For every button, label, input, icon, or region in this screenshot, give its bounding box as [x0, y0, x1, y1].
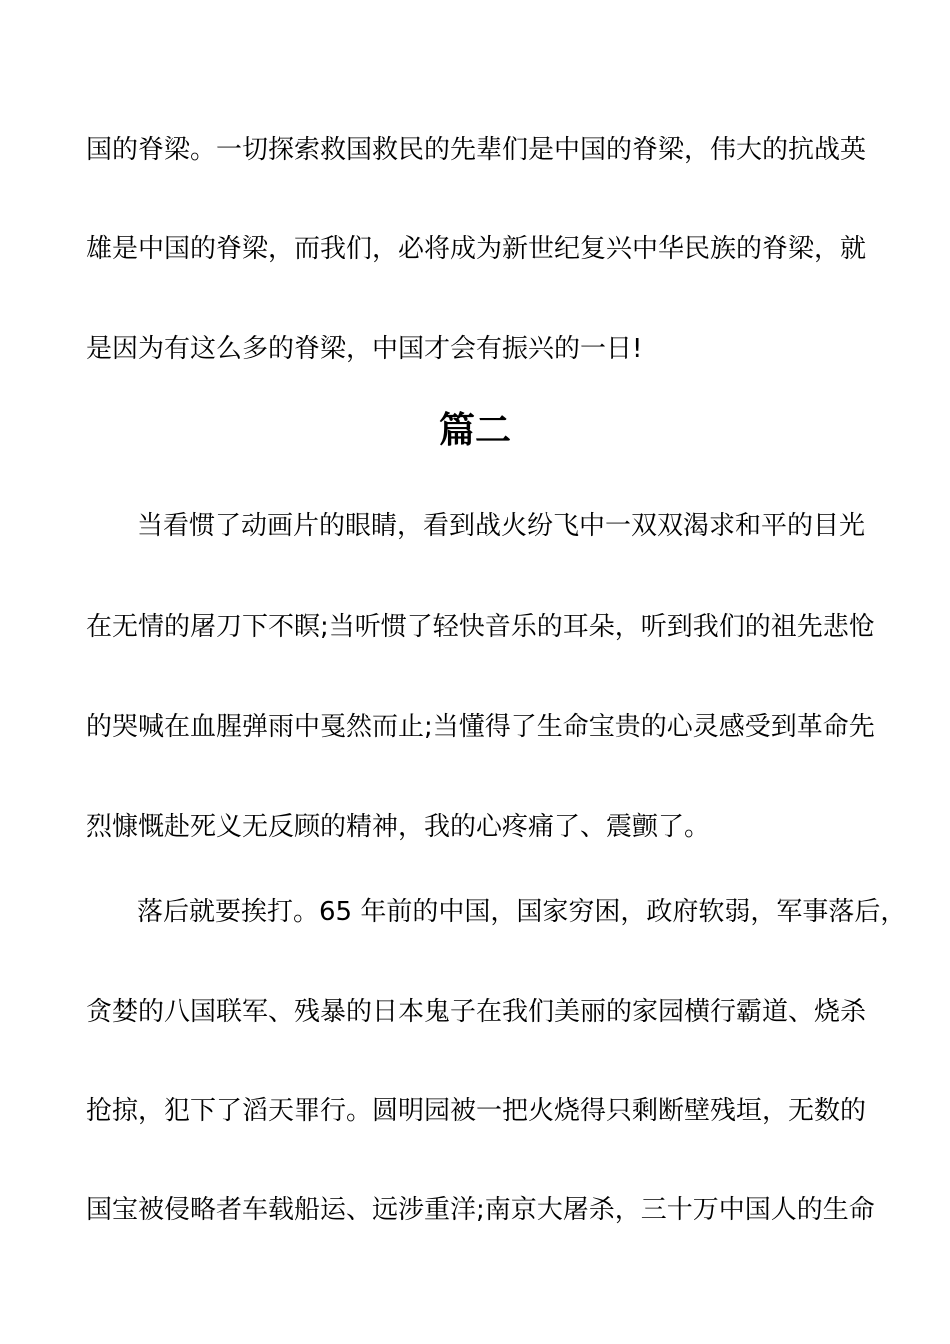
section-heading: 篇二	[438, 410, 511, 451]
paragraph2-line-1: 落后就要挨打。65 年前的中国，国家穷困，政府软弱，军事落后，	[137, 897, 907, 927]
paragraph1-line-3: 的哭喊在血腥弹雨中戛然而止;当懂得了生命宝贵的心灵感受到革命先	[86, 712, 875, 742]
paragraph2-line-4: 国宝被侵略者车载船运、远涉重洋;南京大屠杀，三十万中国人的生命	[86, 1195, 875, 1225]
paragraph2-line-2: 贪婪的八国联军、残暴的日本鬼子在我们美丽的家园横行霸道、烧杀	[86, 997, 867, 1027]
intro-line-3: 是因为有这么多的脊梁，中国才会有振兴的一日!	[86, 334, 643, 364]
paragraph1-line-4: 烈慷慨赴死义无反顾的精神，我的心疼痛了、震颤了。	[86, 812, 711, 842]
paragraph2-line-3: 抢掠，犯下了滔天罪行。圆明园被一把火烧得只剩断壁残垣，无数的	[86, 1096, 867, 1126]
paragraph1-line-2: 在无情的屠刀下不瞑;当听惯了轻快音乐的耳朵，听到我们的祖先悲怆	[86, 612, 875, 642]
intro-line-2: 雄是中国的脊梁，而我们，必将成为新世纪复兴中华民族的脊梁，就	[86, 234, 867, 264]
paragraph1-line-1: 当看惯了动画片的眼睛，看到战火纷飞中一双双渴求和平的目光	[137, 511, 866, 541]
intro-line-1: 国的脊梁。一切探索救国救民的先辈们是中国的脊梁，伟大的抗战英	[86, 135, 867, 165]
